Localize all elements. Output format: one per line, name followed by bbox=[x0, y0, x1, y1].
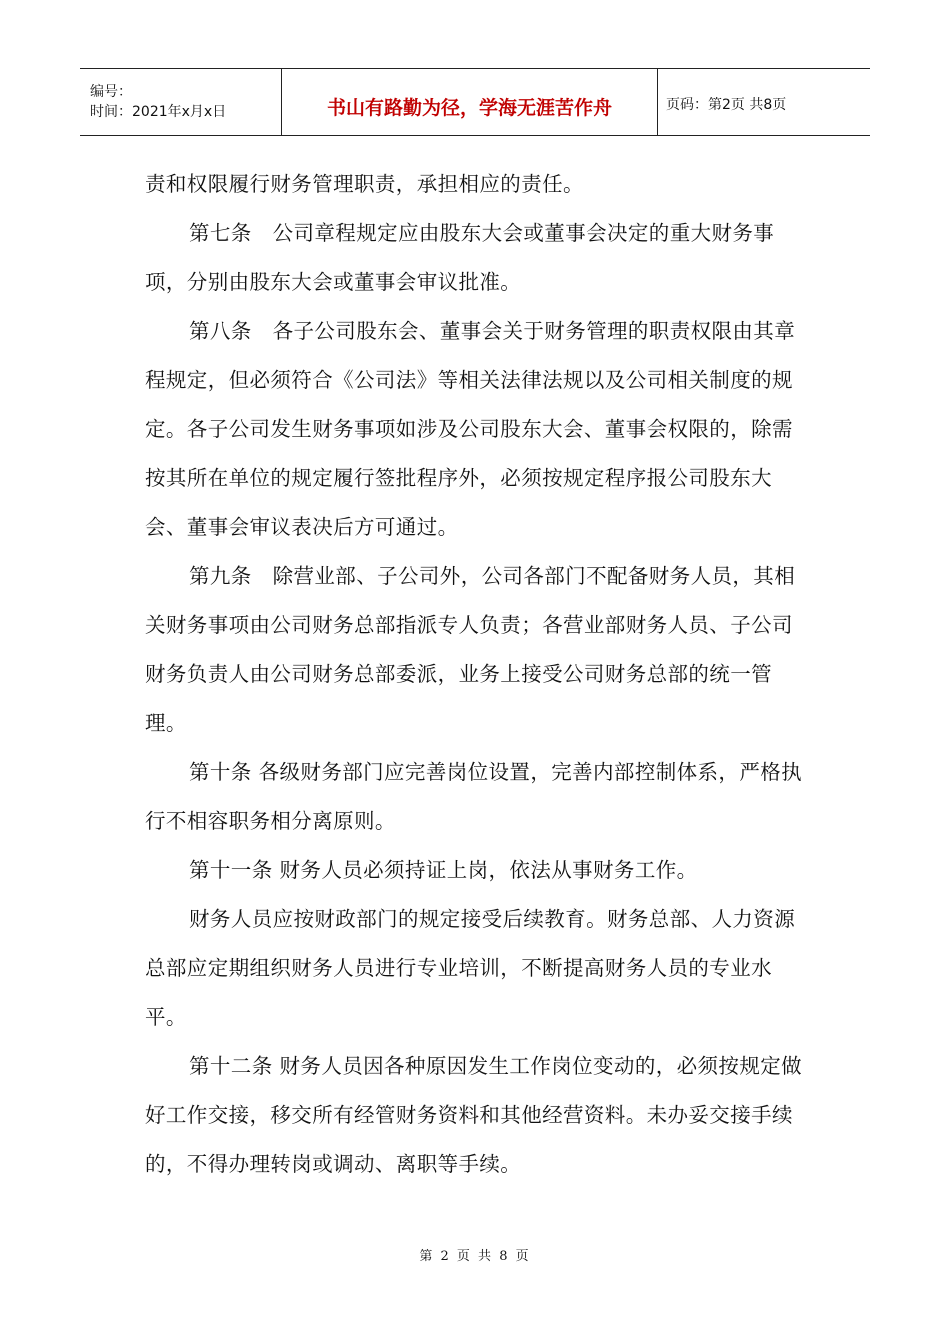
header-motto-cell bbox=[282, 69, 658, 135]
paragraph-article-12: 第十二条 财务人员因各种原因发生工作岗位变动的，必须按规定做好工作交接，移交所有经管财务资料和其他经营资料。未办妥交接手续的，不得办理转岗或调动、离职等手续。 bbox=[145, 1054, 803, 1176]
page-footer bbox=[0, 1245, 950, 1264]
paragraph-article-10: 第十条 各级财务部门应完善岗位设置，完善内部控制体系，严格执行不相容职务相分离原则。 bbox=[145, 760, 803, 833]
paragraph-article-8: 第八条 各子公司股东会、董事会关于财务管理的职责权限由其章程规定，但必须符合《公司法》等相关法律法规以及公司相关制度的规定。各子公司发生财务事项如涉及公司股东大会、董事会权限的，除需按其所在单位的规定履行签批程序外，必须按规定程序报公司股东大会、董事会审议表决后方可通过。 bbox=[145, 319, 796, 539]
paragraph-training: 财务人员应按财政部门的规定接受后续教育。财务总部、人力资源总部应定期组织财务人员进行专业培训，不断提高财务人员的专业水平。 bbox=[145, 907, 796, 1029]
header-motto: 书山有路勤为径，学海无涯苦作舟 bbox=[326, 96, 612, 119]
document-body bbox=[145, 160, 810, 1189]
footer-page-number: 第 2 页 共 8 页 bbox=[419, 1249, 531, 1264]
header-page-number: 页码：第2页 共8页 bbox=[666, 97, 787, 113]
document-number-label: 编号： bbox=[90, 84, 132, 100]
header-meta-cell bbox=[80, 69, 282, 135]
header-page-cell bbox=[658, 69, 870, 135]
paragraph-article-7: 第七条 公司章程规定应由股东大会或董事会决定的重大财务事项，分别由股东大会或董事会审议批准。 bbox=[145, 221, 775, 294]
paragraph-article-9: 第九条 除营业部、子公司外，公司各部门不配备财务人员，其相关财务事项由公司财务总部指派专人负责；各营业部财务人员、子公司财务负责人由公司财务总部委派，业务上接受公司财务总部的统一管理。 bbox=[145, 564, 796, 735]
document-date-label: 时间：2021年x月x日 bbox=[90, 104, 227, 120]
paragraph-1: 责和权限履行财务管理职责，承担相应的责任。 bbox=[145, 172, 584, 196]
document-header bbox=[80, 68, 870, 136]
paragraph-article-11: 第十一条 财务人员必须持证上岗，依法从事财务工作。 bbox=[189, 858, 698, 882]
